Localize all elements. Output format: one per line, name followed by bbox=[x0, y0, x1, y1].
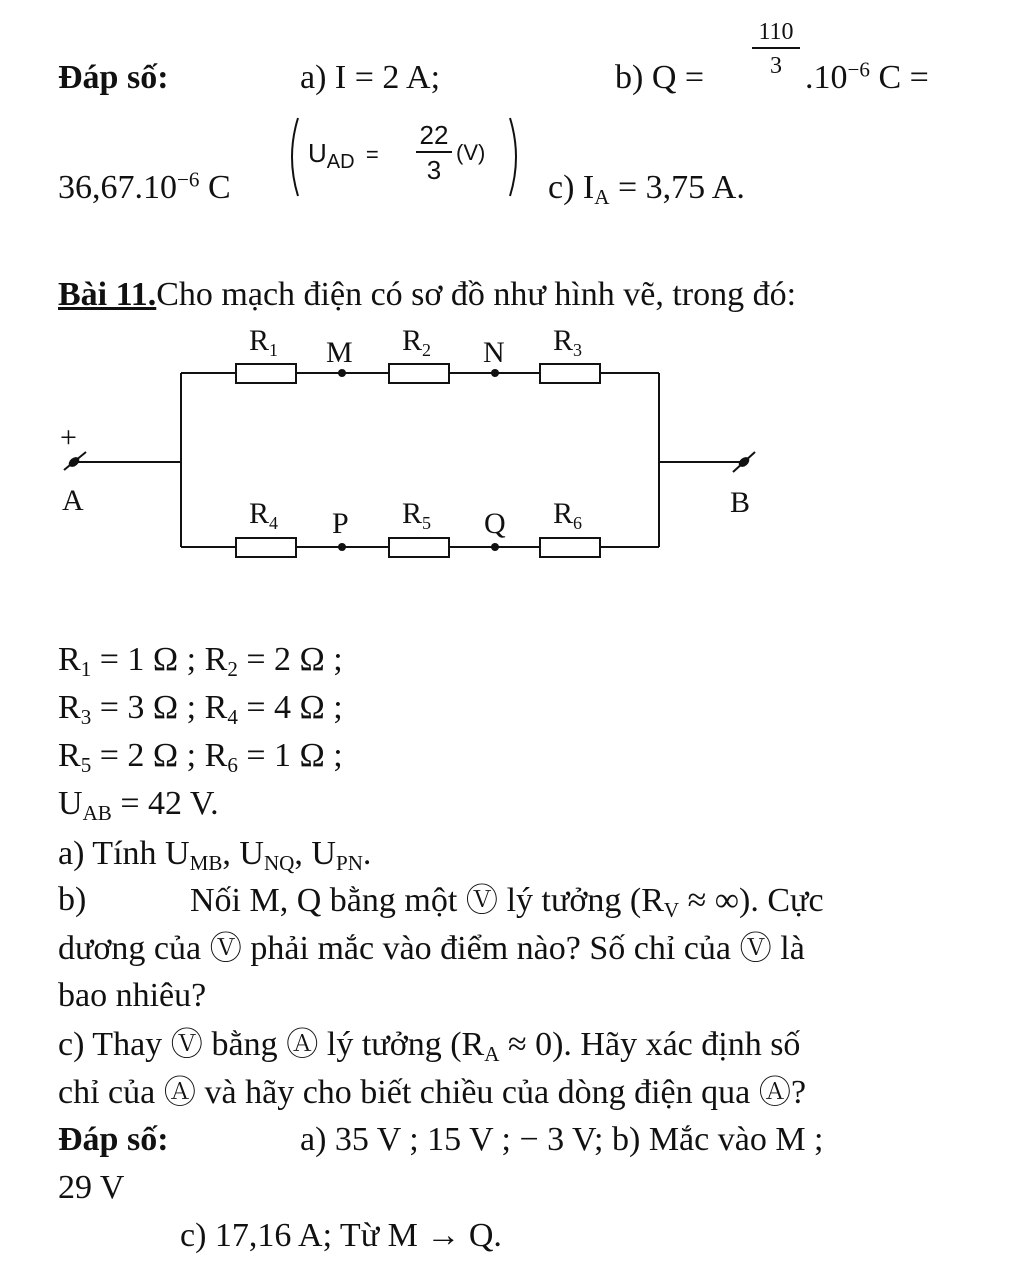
question-b-line-3: bao nhiêu? bbox=[58, 977, 207, 1014]
label-r2: $R_2$ bbox=[402, 324, 432, 360]
qb-t3: ≈ ∞). Cực bbox=[679, 882, 824, 919]
problem-title: Bài 11. bbox=[58, 276, 157, 313]
plus-sign: + bbox=[60, 421, 77, 454]
q-fraction-den: 3 bbox=[770, 53, 782, 79]
answer-label: Đáp số: bbox=[58, 1121, 169, 1158]
qc2-t1: chỉ của bbox=[58, 1074, 164, 1111]
qa-prefix: a) Tính U bbox=[58, 835, 190, 872]
prev-c-val: = 3,75 A. bbox=[609, 169, 745, 206]
answer-cont: 29 V bbox=[58, 1169, 125, 1206]
qc2-t2: và hãy cho biết chiều của dòng điện qua bbox=[196, 1074, 759, 1111]
uad-fraction bbox=[416, 122, 452, 183]
v-r3-sub: 3 bbox=[80, 704, 92, 729]
terminal-b-label: B bbox=[730, 486, 751, 519]
resistor-r3 bbox=[540, 364, 600, 383]
prev-answer-label: Đáp số: bbox=[58, 59, 169, 96]
node-m-dot bbox=[338, 369, 346, 377]
v-r5-sub: 5 bbox=[80, 752, 92, 777]
qc-t2: bằng bbox=[202, 1026, 287, 1063]
qb2-t2: phải mắc vào điểm nào? Số chỉ của bbox=[241, 930, 740, 967]
qb-t2: lý tưởng (R bbox=[498, 882, 664, 919]
uad-sub: AD bbox=[326, 151, 355, 173]
prev-answer-a: a) I = 2 A; bbox=[300, 59, 441, 96]
qc-ra-sub: A bbox=[484, 1041, 500, 1066]
resistor-r2 bbox=[389, 364, 449, 383]
values-line-1 bbox=[58, 640, 343, 680]
ammeter-symbol: Ⓐ bbox=[163, 1073, 197, 1111]
v-r6-sub: 6 bbox=[227, 752, 238, 777]
voltmeter-symbol: Ⓥ bbox=[465, 881, 499, 919]
prev-answer-c bbox=[548, 168, 745, 208]
problem-heading bbox=[58, 275, 796, 315]
uad-unit: (V) bbox=[456, 140, 486, 165]
uad-expression bbox=[284, 112, 524, 202]
q-fraction-num: 110 bbox=[752, 20, 800, 49]
voltmeter-symbol: Ⓥ bbox=[209, 929, 242, 967]
resistor-r5 bbox=[389, 538, 449, 557]
qc-t4: ≈ 0). Hãy xác định số bbox=[499, 1026, 801, 1063]
qc2-t3: ? bbox=[791, 1074, 807, 1111]
v-r5-val: = 2 Ω ; bbox=[91, 737, 205, 774]
terminal-a-label: A bbox=[62, 484, 84, 517]
qa-mid1: , U bbox=[222, 835, 264, 872]
v-r4: R bbox=[204, 689, 228, 726]
v-r1-sub: 1 bbox=[80, 656, 92, 681]
uad-den: 3 bbox=[426, 155, 442, 185]
question-b-line-1 bbox=[190, 880, 824, 921]
q-exponent bbox=[805, 58, 929, 98]
label-r5: $R_5$ bbox=[402, 497, 432, 533]
label-r1: $R_1$ bbox=[249, 324, 279, 360]
label-node-m: M bbox=[326, 336, 353, 369]
cont-value: 36,67.10 bbox=[58, 169, 177, 206]
node-n-dot bbox=[491, 369, 499, 377]
v-r4-sub: 4 bbox=[227, 704, 238, 729]
resistor-r4 bbox=[236, 538, 296, 557]
node-q-dot bbox=[491, 543, 499, 551]
uad-u bbox=[308, 138, 383, 174]
cont-exp: −6 bbox=[177, 167, 200, 192]
q-fraction bbox=[752, 20, 800, 78]
label-node-q: Q bbox=[484, 507, 506, 540]
circuit-diagram bbox=[0, 320, 1024, 590]
q-exp-base: .10 bbox=[805, 59, 848, 96]
v-uab-sub: AB bbox=[82, 800, 112, 825]
answer-a-b: a) 35 V ; 15 V ; − 3 V; b) Mắc vào M ; bbox=[300, 1121, 824, 1158]
voltmeter-symbol: Ⓥ bbox=[739, 929, 772, 967]
v-r1-val: = 1 Ω ; bbox=[91, 641, 205, 678]
prev-c-prefix: c) I bbox=[548, 169, 595, 206]
question-a bbox=[58, 834, 371, 874]
qb2-t3: là bbox=[771, 930, 805, 967]
question-b-line-2 bbox=[58, 928, 805, 969]
label-r6: $R_6$ bbox=[553, 497, 583, 533]
v-r4-val: = 4 Ω ; bbox=[237, 689, 343, 726]
node-p-dot bbox=[338, 543, 346, 551]
values-line-3 bbox=[58, 736, 343, 776]
v-r3-val: = 3 Ω ; bbox=[91, 689, 205, 726]
qc-t1: c) Thay bbox=[58, 1026, 171, 1063]
q-exp: −6 bbox=[847, 57, 870, 82]
label-node-n: N bbox=[483, 336, 505, 369]
prev-answer-cont bbox=[58, 168, 231, 208]
qa-mid2: , U bbox=[294, 835, 336, 872]
question-b-label: b) bbox=[58, 881, 87, 918]
qa-end: . bbox=[362, 835, 372, 872]
values-line-4 bbox=[58, 784, 219, 824]
label-r3: $R_3$ bbox=[553, 324, 583, 360]
ammeter-symbol: Ⓐ bbox=[286, 1025, 319, 1063]
uad-num: 22 bbox=[416, 122, 452, 153]
v-r2: R bbox=[204, 641, 228, 678]
uad-u-letter: U bbox=[308, 138, 327, 168]
label-node-p: P bbox=[332, 507, 349, 540]
resistor-r1 bbox=[236, 364, 296, 383]
v-r2-val: = 2 Ω ; bbox=[237, 641, 343, 678]
qa-s1: MB bbox=[189, 850, 223, 875]
question-c-line-2 bbox=[58, 1072, 806, 1113]
prev-answer-b-prefix: b) Q = bbox=[615, 59, 705, 96]
v-r2-sub: 2 bbox=[227, 656, 238, 681]
qa-s2: NQ bbox=[263, 850, 295, 875]
prev-c-sub: A bbox=[594, 184, 610, 209]
v-r6: R bbox=[204, 737, 228, 774]
qb-rv-sub: V bbox=[663, 897, 680, 922]
cont-unit: C bbox=[199, 169, 231, 206]
qa-s3: PN bbox=[335, 850, 363, 875]
voltmeter-symbol: Ⓥ bbox=[170, 1025, 203, 1063]
qc-t3: lý tưởng (R bbox=[318, 1026, 485, 1063]
ammeter-symbol: Ⓐ bbox=[758, 1073, 792, 1111]
v-uab: U bbox=[58, 785, 83, 822]
qb2-t1: dương của bbox=[58, 930, 210, 967]
qb-t1: Nối M, Q bằng một bbox=[190, 882, 466, 919]
v-r3: R bbox=[58, 689, 81, 726]
question-c-line-1 bbox=[58, 1024, 800, 1065]
q-unit: C = bbox=[869, 59, 929, 96]
v-uab-val: = 42 V. bbox=[111, 785, 219, 822]
problem-intro: Cho mạch điện có sơ đồ như hình vẽ, trong đó: bbox=[156, 276, 797, 313]
label-r4: $R_4$ bbox=[249, 497, 279, 533]
v-r5: R bbox=[58, 737, 81, 774]
prev-answer-b bbox=[615, 58, 704, 98]
v-r1: R bbox=[58, 641, 81, 678]
values-line-2 bbox=[58, 688, 343, 728]
answer-c: c) 17,16 A; Từ M → Q. bbox=[180, 1217, 502, 1254]
resistor-r6 bbox=[540, 538, 600, 557]
uad-eq: = bbox=[365, 142, 379, 167]
v-r6-val: = 1 Ω ; bbox=[237, 737, 343, 774]
